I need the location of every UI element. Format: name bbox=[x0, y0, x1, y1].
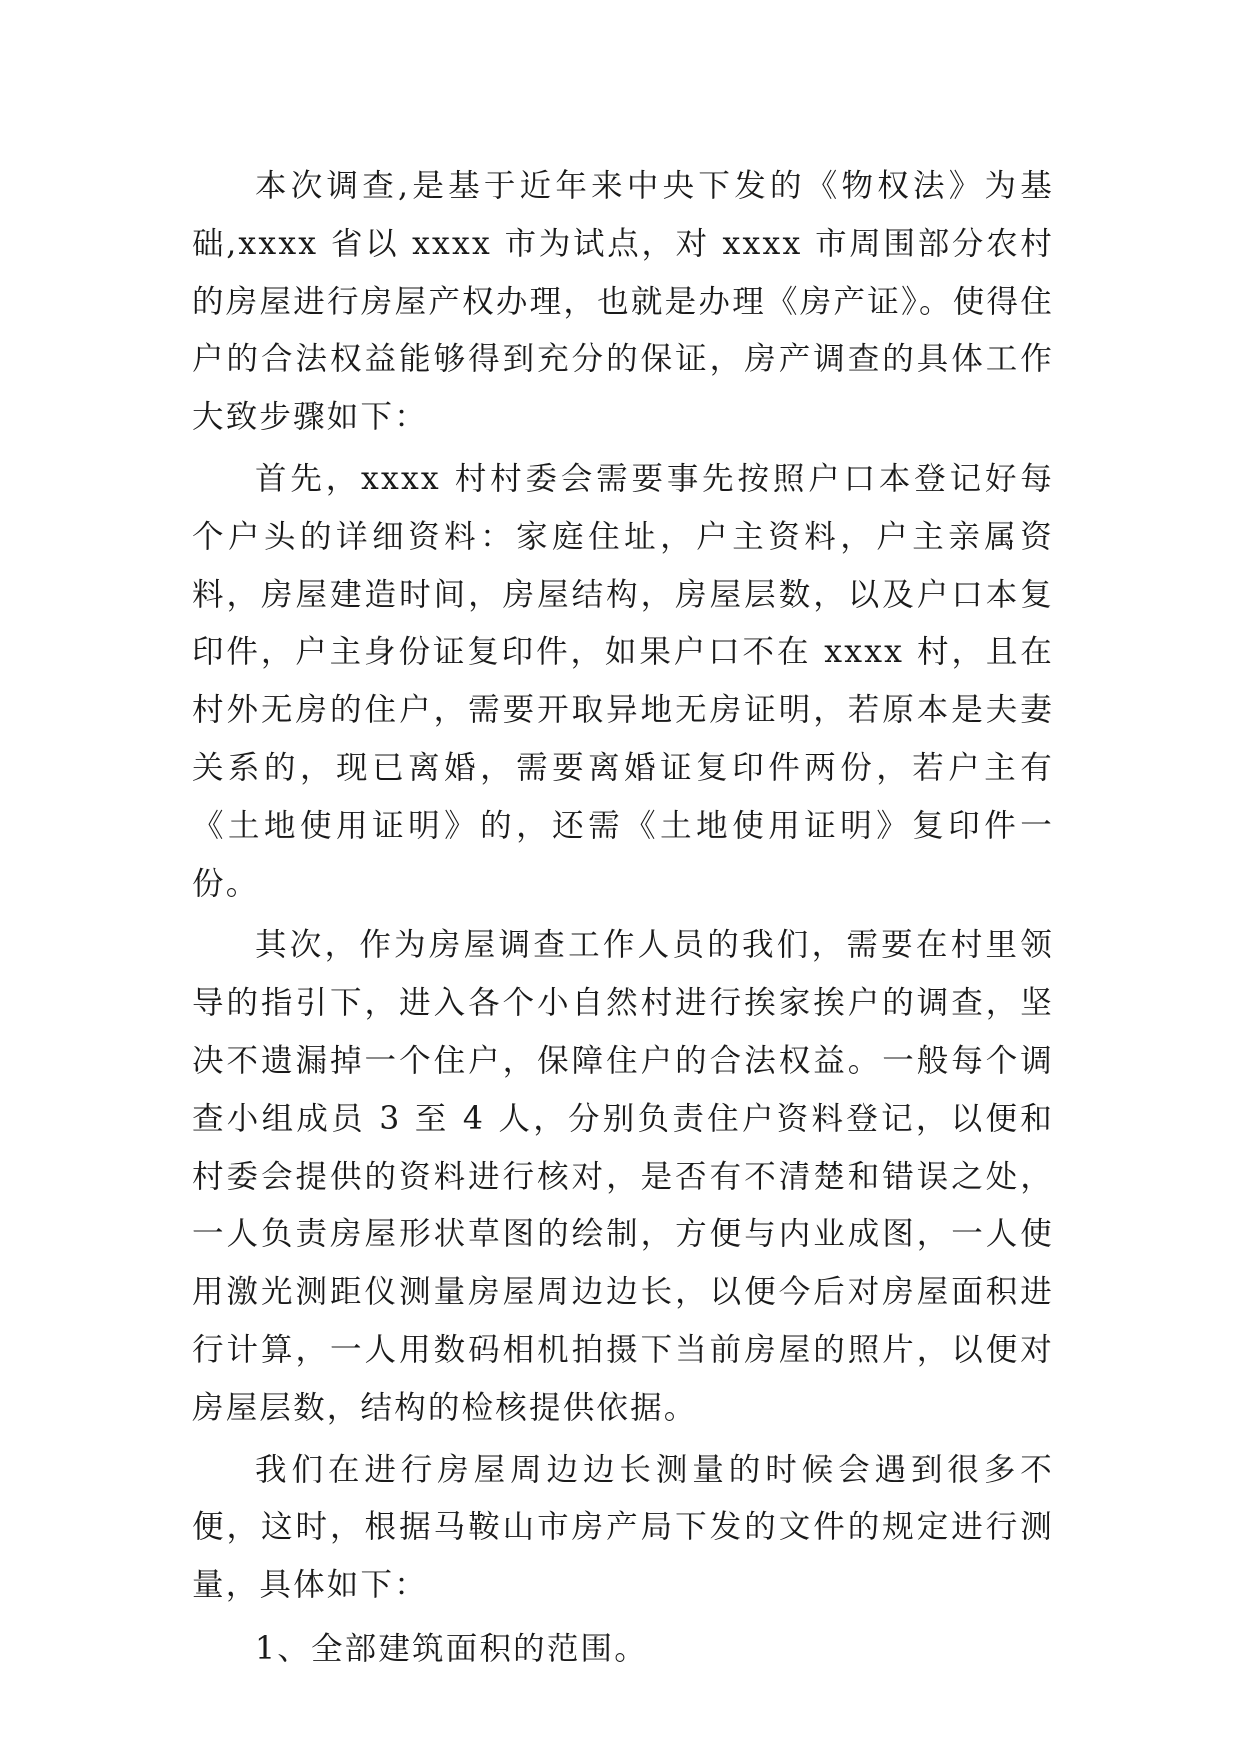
document-page bbox=[192, 158, 1054, 1679]
paragraph-first-step: 首先，xxxx 村村委会需要事先按照户口本登记好每个户头的详细资料：家庭住址，户主资料，户主亲属资料，房屋建造时间，房屋结构，房屋层数，以及户口本复印件，户主身份证复印件，如果户口不在 xxxx 村，且在村外无房的住户，需要开取异地无房证明，若原本是夫妻关系的，现已离婚，需要离婚证复印件两份，若户主有《土地使用证明》的，还需《土地使用证明》复印件一份。 bbox=[192, 460, 1054, 902]
paragraph-list-item-1: 1、全部建筑面积的范围。 bbox=[255, 1630, 648, 1667]
paragraph-intro: 本次调查,是基于近年来中央下发的《物权法》为基础,xxxx 省以 xxxx 市为试点，对 xxxx 市周围部分农村的房屋进行房屋产权办理，也就是办理《房产证》。使得住户的合法权益能够得到充分的保证，房产调查的具体工作大致步骤如下： bbox=[192, 168, 1054, 436]
paragraph-second-step: 其次，作为房屋调查工作人员的我们，需要在村里领导的指引下，进入各个小自然村进行挨家挨户的调查，坚决不遗漏掉一个住户，保障住户的合法权益。一般每个调查小组成员 3 至 4 人，分别负责住户资料登记，以便和村委会提供的资料进行核对，是否有不清楚和错误之处，一人负责房屋形状草图的绘制，方便与内业成图，一人使用激光测距仪测量房屋周边边长，以便今后对房屋面积进行计算，一人用数码相机拍摄下当前房屋的照片，以便对房屋层数，结构的检核提供依据。 bbox=[192, 927, 1054, 1426]
paragraph-measurement: 我们在进行房屋周边边长测量的时候会遇到很多不便，这时，根据马鞍山市房产局下发的文件的规定进行测量，具体如下： bbox=[192, 1451, 1054, 1604]
